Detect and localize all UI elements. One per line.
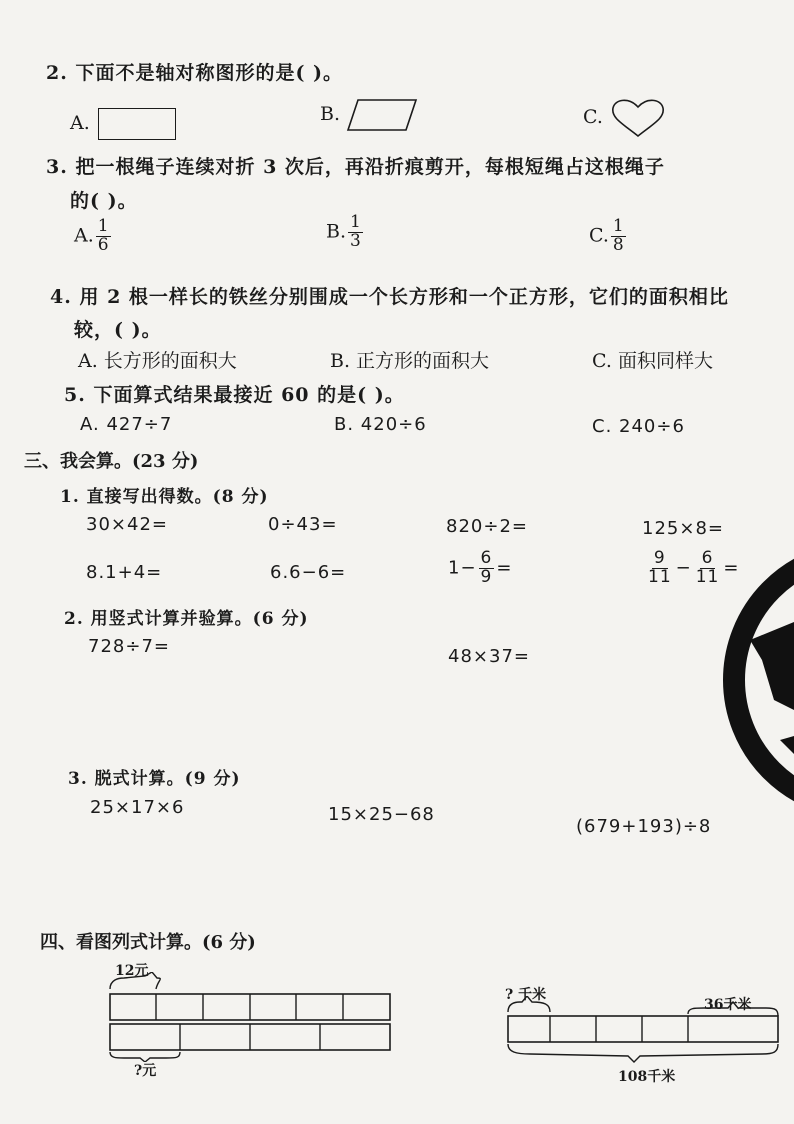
- fraction: [96, 218, 111, 255]
- heart-shape-icon: [609, 96, 667, 140]
- diagram2-left-label: ? 千米: [505, 987, 547, 1003]
- parallelogram-shape-icon: [346, 98, 418, 132]
- q4-stem-line2: 较，( )。: [74, 319, 162, 341]
- fraction-denominator: 9: [480, 566, 493, 587]
- calc-item-fraction: [448, 550, 512, 587]
- segment-diagram-1: [100, 972, 400, 1062]
- q2-option-a-label: A.: [70, 112, 90, 134]
- q2-stem: 2. 下面不是轴对称图形的是( )。: [46, 62, 344, 84]
- section-4-title: 四、看图列式计算。(6 分): [40, 932, 256, 953]
- q2-option-a[interactable]: [70, 108, 176, 140]
- segment-diagram-2: [500, 996, 790, 1068]
- q3-option-b-label: B.: [326, 220, 347, 243]
- section-3-part-1-title: 1. 直接写出得数。(8 分): [60, 487, 269, 507]
- fraction: [348, 214, 363, 251]
- calc-item: 0÷43=: [268, 514, 338, 535]
- q5-option-c[interactable]: C. 240÷6: [592, 416, 685, 437]
- stamp-seal-icon: [712, 540, 794, 820]
- fraction: [646, 550, 674, 587]
- q4-option-b[interactable]: B. 正方形的面积大: [330, 350, 490, 372]
- q3-option-b[interactable]: [326, 214, 365, 251]
- fraction-numerator: 1: [612, 216, 624, 236]
- q5-option-b[interactable]: B. 420÷6: [334, 414, 427, 435]
- calc-item: 30×42=: [86, 514, 168, 535]
- fraction: [479, 550, 495, 587]
- fraction-denominator: 6: [97, 234, 109, 255]
- calc-item: 125×8=: [642, 518, 724, 539]
- section-3-title: 三、我会算。(23 分): [24, 451, 199, 472]
- calc-item: (679+193)÷8: [576, 816, 712, 837]
- q3-stem-line1: 3. 把一根绳子连续对折 3 次后，再沿折痕剪开，每根短绳占这根绳子: [46, 156, 665, 178]
- q5-stem: 5. 下面算式结果最接近 60 的是( )。: [64, 384, 405, 406]
- diagram2-right-label: 36千米: [704, 997, 752, 1013]
- diagram1-top-label: 12元: [115, 963, 149, 979]
- q2-option-b-label: B.: [320, 103, 341, 125]
- calc-item: 48×37=: [448, 646, 530, 667]
- fraction-numerator: 1: [350, 212, 361, 232]
- fraction-denominator: 3: [350, 230, 361, 251]
- q4-option-a[interactable]: A. 长方形的面积大: [78, 350, 237, 372]
- minus-sign: −: [675, 557, 692, 579]
- diagram2-bottom-label: 108千米: [618, 1069, 676, 1085]
- calc-item: 820÷2=: [446, 516, 528, 537]
- fraction-denominator: 8: [612, 234, 624, 255]
- section-3-part-3-title: 3. 脱式计算。(9 分): [68, 769, 241, 789]
- calc-item: 8.1+4=: [86, 562, 163, 583]
- q3-option-a-label: A.: [74, 224, 94, 247]
- equals-sign: =: [723, 557, 740, 579]
- fraction-numerator: 9: [653, 548, 666, 568]
- diagram1-bottom-label: ?元: [134, 1063, 157, 1079]
- q3-option-c[interactable]: [589, 218, 628, 255]
- fraction: [611, 218, 626, 255]
- q5-option-a[interactable]: A. 427÷7: [80, 414, 173, 435]
- calc-item: 25×17×6: [90, 797, 185, 818]
- q2-option-c-label: C.: [583, 106, 603, 128]
- q3-stem-line2: 的( )。: [70, 190, 138, 212]
- calc-item: 728÷7=: [88, 636, 170, 657]
- fraction-numerator: 6: [701, 548, 714, 568]
- section-3-part-2-title: 2. 用竖式计算并验算。(6 分): [64, 609, 309, 629]
- q4-option-c[interactable]: C. 面积同样大: [592, 350, 713, 372]
- calc-item: 6.6−6=: [270, 562, 347, 583]
- rectangle-shape-icon: [98, 108, 176, 140]
- q4-stem-line1: 4. 用 2 根一样长的铁丝分别围成一个长方形和一个正方形，它们的面积相比: [50, 286, 729, 308]
- equals-sign: =: [496, 557, 513, 579]
- q2-option-b[interactable]: [320, 98, 418, 132]
- fraction-denominator: 11: [648, 566, 672, 587]
- calc-term: 1−: [448, 557, 477, 579]
- q3-option-a[interactable]: [74, 218, 113, 255]
- q2-option-c[interactable]: [583, 96, 667, 140]
- fraction-numerator: 6: [480, 548, 493, 568]
- q3-option-c-label: C.: [589, 224, 609, 247]
- calc-item: 15×25−68: [328, 804, 435, 825]
- fraction-numerator: 1: [97, 216, 109, 236]
- fraction-denominator: 11: [695, 566, 720, 587]
